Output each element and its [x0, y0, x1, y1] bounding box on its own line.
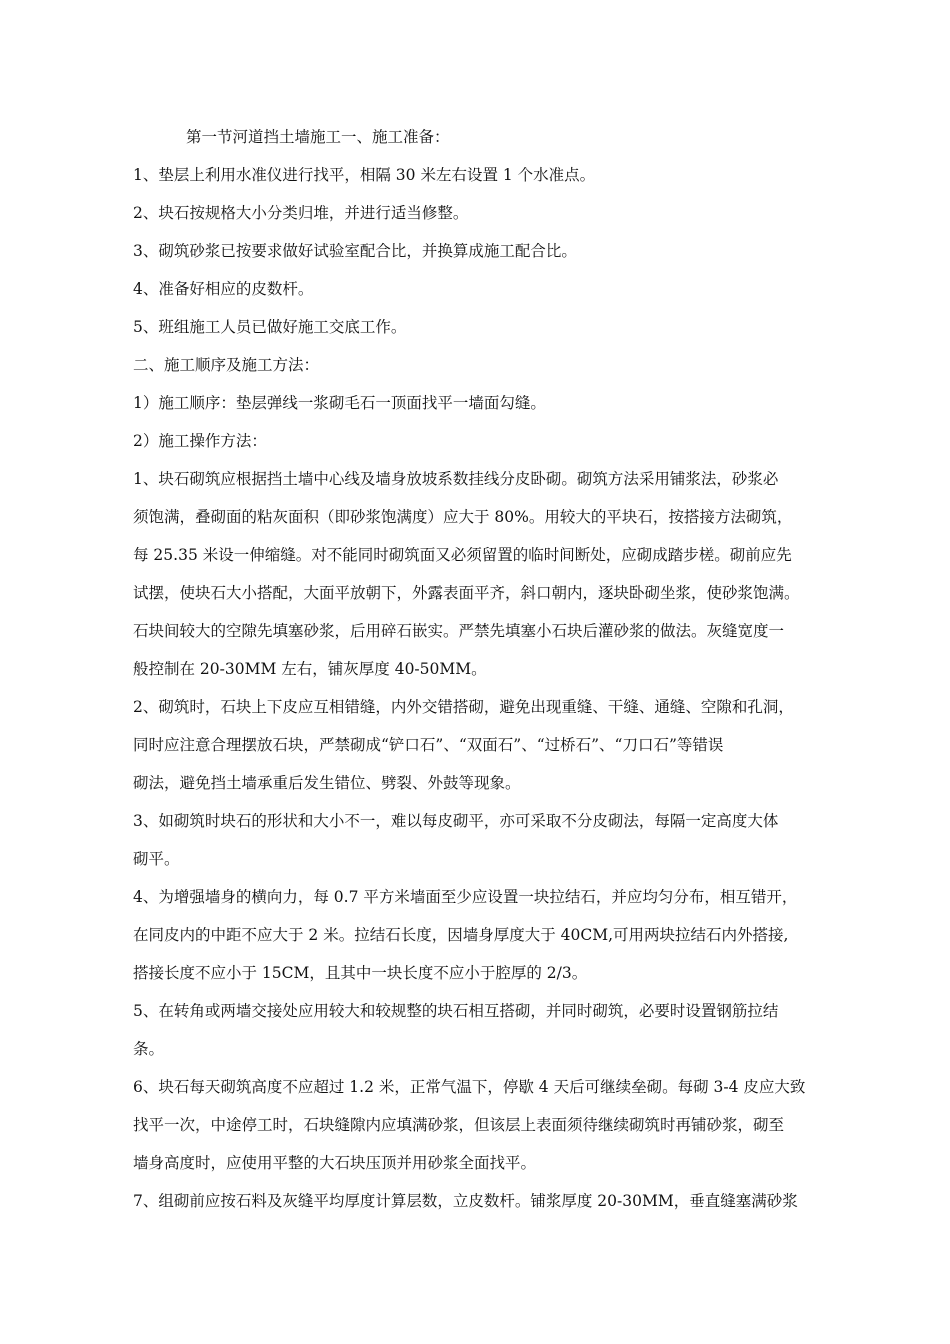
text-line: 4、为增强墙身的横向力，每 0.7 平方米墙面至少应设置一块拉结石，并应均匀分布，相互错开， — [133, 888, 798, 906]
text-line: 4、准备好相应的皮数杆。 — [133, 280, 314, 298]
text-line: 在同皮内的中距不应大于 2 米。拉结石长度，因墙身厚度大于 40CM,可用两块拉结石内外搭接, — [133, 926, 789, 944]
text-line: 般控制在 20-30MM 左右，铺灰厚度 40-50MM。 — [133, 660, 487, 678]
text-line: 2、砌筑时，石块上下皮应互相错缝，内外交错搭砌，避免出现重缝、干缝、通缝、空隙和孔洞， — [133, 698, 794, 716]
text-line: 6、块石每天砌筑高度不应超过 1.2 米，正常气温下，停歇 4 天后可继续垒砌。每砌 3-4 皮应大致 — [133, 1078, 806, 1096]
text-line: 找平一次，中途停工时，石块缝隙内应填满砂浆，但该层上表面须待继续砌筑时再铺砂浆，砌至 — [133, 1116, 785, 1134]
text-line: 须饱满，叠砌面的粘灰面积（即砂浆饱满度）应大于 80%。用较大的平块石，按搭接方法砌筑， — [133, 508, 793, 526]
section-heading: 第一节河道挡土墙施工一、施工准备： — [186, 128, 450, 146]
text-line: 7、组砌前应按石料及灰缝平均厚度计算层数，立皮数杆。铺浆厚度 20-30MM，垂直缝塞满砂浆 — [133, 1192, 798, 1210]
text-line: 石块间较大的空隙先填塞砂浆，后用碎石嵌实。严禁先填塞小石块后灌砂浆的做法。灰缝宽度一 — [133, 622, 785, 640]
text-line: 5、班组施工人员已做好施工交底工作。 — [133, 318, 407, 336]
text-line: 墙身高度时，应使用平整的大石块压顶并用砂浆全面找平。 — [133, 1154, 537, 1172]
text-line: 3、如砌筑时块石的形状和大小不一，难以每皮砌平，亦可采取不分皮砌法，每隔一定高度大体 — [133, 812, 779, 830]
document-page — [133, 118, 858, 1220]
subsection-heading: 二、施工顺序及施工方法： — [133, 356, 320, 374]
text-line: 2）施工操作方法： — [133, 432, 267, 450]
text-line: 5、在转角或两墙交接处应用较大和较规整的块石相互搭砌，并同时砌筑，必要时设置钢筋拉结 — [133, 1002, 779, 1020]
text-line: 试摆，使块石大小搭配，大面平放朝下，外露表面平齐，斜口朝内，逐块卧砌坐浆，使砂浆饱满。 — [133, 584, 800, 602]
text-line: 2、块石按规格大小分类归堆，并进行适当修整。 — [133, 204, 469, 222]
text-line: 每 25.35 米设一伸缩缝。对不能同时砌筑面又必须留置的临时间断处，应砌成踏步槎。砌前应先 — [133, 546, 792, 564]
text-line: 1、块石砌筑应根据挡土墙中心线及墙身放坡系数挂线分皮卧砌。砌筑方法采用铺浆法，砂浆必 — [133, 470, 779, 488]
text-line: 3、砌筑砂浆已按要求做好试验室配合比，并换算成施工配合比。 — [133, 242, 577, 260]
text-line: 搭接长度不应小于 15CM，且其中一块长度不应小于腔厚的 2/3。 — [133, 964, 588, 982]
text-line: 砌平。 — [133, 850, 180, 868]
text-line: 砌法，避免挡土墙承重后发生错位、劈裂、外鼓等现象。 — [133, 774, 521, 792]
text-line: 1）施工顺序：垫层弹线一浆砌毛石一顶面找平一墙面勾缝。 — [133, 394, 546, 412]
text-line: 条。 — [133, 1040, 165, 1058]
text-line: 同时应注意合理摆放石块，严禁砌成“铲口石”、“双面石”、“过桥石”、“刀口石”等错误 — [133, 736, 724, 754]
text-line: 1、垫层上利用水准仪进行找平，相隔 30 米左右设置 1 个水准点。 — [133, 166, 596, 184]
